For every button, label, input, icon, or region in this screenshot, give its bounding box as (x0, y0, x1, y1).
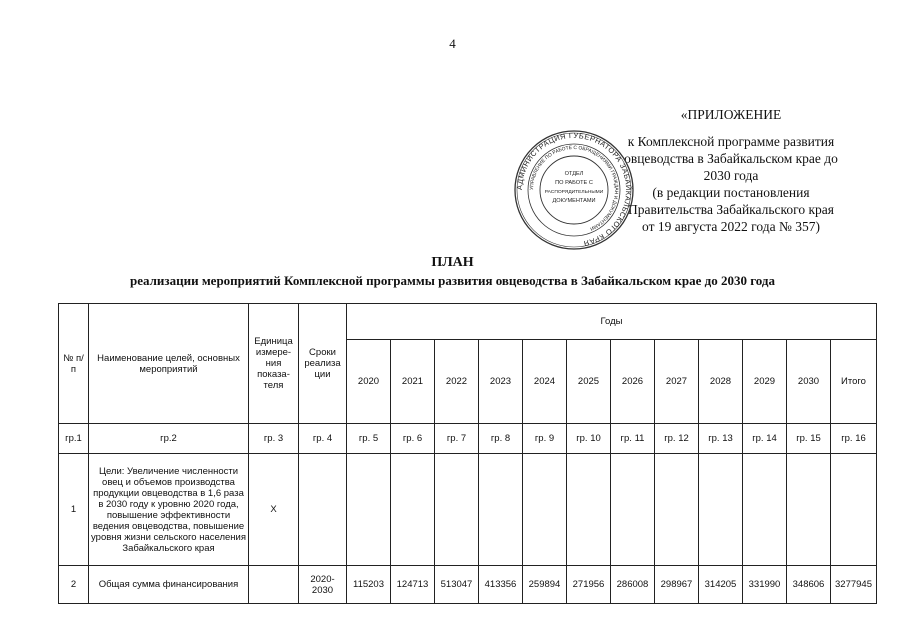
header-year: 2022 (435, 340, 479, 424)
row-num: 2 (59, 566, 89, 604)
row-num: 1 (59, 454, 89, 566)
column-number-cell: гр. 12 (655, 424, 699, 454)
header-term: Сроки реализа ции (299, 304, 347, 424)
plan-table (58, 303, 877, 604)
row-value (391, 454, 435, 566)
row-value: 124713 (391, 566, 435, 604)
row-value: 115203 (347, 566, 391, 604)
column-number-cell: гр.2 (89, 424, 249, 454)
header-year: 2027 (655, 340, 699, 424)
row-term (299, 454, 347, 566)
header-year-total: Итого (831, 340, 877, 424)
appendix-line: овцеводства в Забайкальском крае до (624, 151, 838, 166)
row-value (567, 454, 611, 566)
row-value (831, 454, 877, 566)
row-value: 331990 (743, 566, 787, 604)
appendix-line: Правительства Забайкальского края (628, 202, 834, 217)
table-row-goals (59, 454, 877, 566)
document-title (0, 254, 905, 290)
header-year: 2029 (743, 340, 787, 424)
row-value: 348606 (787, 566, 831, 604)
row-value (787, 454, 831, 566)
row-name: Цели: Увеличение численности овец и объемов производства продукции овцеводства в 1,6 раза в 2030 году к уровню 2020 года, повышение эффективности ведения овцеводства, повышение уровня жизни сельского населения Забайкальского края (89, 454, 249, 566)
column-number-cell: гр. 11 (611, 424, 655, 454)
row-value-total: 3277945 (831, 566, 877, 604)
column-number-cell: гр. 13 (699, 424, 743, 454)
row-value (523, 454, 567, 566)
appendix-line: к Комплексной программе развития (627, 134, 835, 149)
title-subtitle: реализации мероприятий Комплексной программы развития овцеводства в Забайкальском крае до 2030 года (129, 273, 775, 288)
stamp-center-line: ДОКУМЕНТАМИ (552, 198, 596, 204)
appendix-line: (в редакции постановления (652, 185, 810, 200)
column-number-cell: гр. 14 (743, 424, 787, 454)
row-value: 298967 (655, 566, 699, 604)
row-unit: X (249, 454, 299, 566)
row-value: 314205 (699, 566, 743, 604)
stamp-center-line: РАСПОРЯДИТЕЛЬНЫМИ (544, 190, 604, 195)
row-value (743, 454, 787, 566)
header-unit: Единица измере-ния показа-теля (249, 304, 299, 424)
row-value: 513047 (435, 566, 479, 604)
header-num: № п/п (59, 304, 89, 424)
row-value (479, 454, 523, 566)
appendix-line: от 19 августа 2022 года № 357) (642, 219, 820, 234)
stamp-center-line: ОТДЕЛ (564, 171, 584, 177)
column-number-cell: гр. 16 (831, 424, 877, 454)
column-number-cell: гр. 5 (347, 424, 391, 454)
row-value (699, 454, 743, 566)
column-number-cell: гр. 3 (249, 424, 299, 454)
header-year: 2026 (611, 340, 655, 424)
row-value: 413356 (479, 566, 523, 604)
row-value (611, 454, 655, 566)
header-year: 2025 (567, 340, 611, 424)
stamp-outer-text: АДМИНИСТРАЦИЯ ГУБЕРНАТОРА ЗАБАЙКАЛЬСКОГО КРАЯ (514, 130, 634, 249)
title-plan: ПЛАН (431, 255, 474, 270)
column-number-cell: гр. 6 (391, 424, 435, 454)
column-number-cell: гр. 7 (435, 424, 479, 454)
row-value: 286008 (611, 566, 655, 604)
row-value (347, 454, 391, 566)
header-year: 2020 (347, 340, 391, 424)
table-row-financing (59, 566, 877, 604)
row-value: 259894 (523, 566, 567, 604)
header-year: 2024 (523, 340, 567, 424)
row-value: 271956 (567, 566, 611, 604)
column-number-cell: гр. 9 (523, 424, 567, 454)
header-years-group: Годы (347, 304, 877, 340)
column-number-row (59, 424, 877, 454)
row-term: 2020-2030 (299, 566, 347, 604)
header-year: 2021 (391, 340, 435, 424)
stamp-inner-text: УПРАВЛЕНИЕ ПО РАБОТЕ С ОБРАЩЕНИЯМИ ГРАЖДАН И ДОКУМЕНТАМИ (529, 145, 619, 231)
appendix-block (596, 106, 866, 235)
official-stamp (512, 128, 636, 252)
page-number: 4 (449, 36, 456, 51)
column-number-cell: гр.1 (59, 424, 89, 454)
row-value (435, 454, 479, 566)
header-name: Наименование целей, основных мероприятий (89, 304, 249, 424)
appendix-heading: «ПРИЛОЖЕНИЕ (680, 107, 782, 122)
header-year: 2023 (479, 340, 523, 424)
svg-text:УПРАВЛЕНИЕ ПО РАБОТЕ С ОБРАЩЕН (529, 145, 619, 232)
row-value (655, 454, 699, 566)
column-number-cell: гр. 10 (567, 424, 611, 454)
header-year: 2030 (787, 340, 831, 424)
row-unit (249, 566, 299, 604)
column-number-cell: гр. 8 (479, 424, 523, 454)
appendix-line: 2030 года (703, 168, 759, 183)
row-name: Общая сумма финансирования (89, 566, 249, 604)
header-year: 2028 (699, 340, 743, 424)
column-number-cell: гр. 15 (787, 424, 831, 454)
column-number-cell: гр. 4 (299, 424, 347, 454)
stamp-center-line: ПО РАБОТЕ С (555, 180, 593, 186)
